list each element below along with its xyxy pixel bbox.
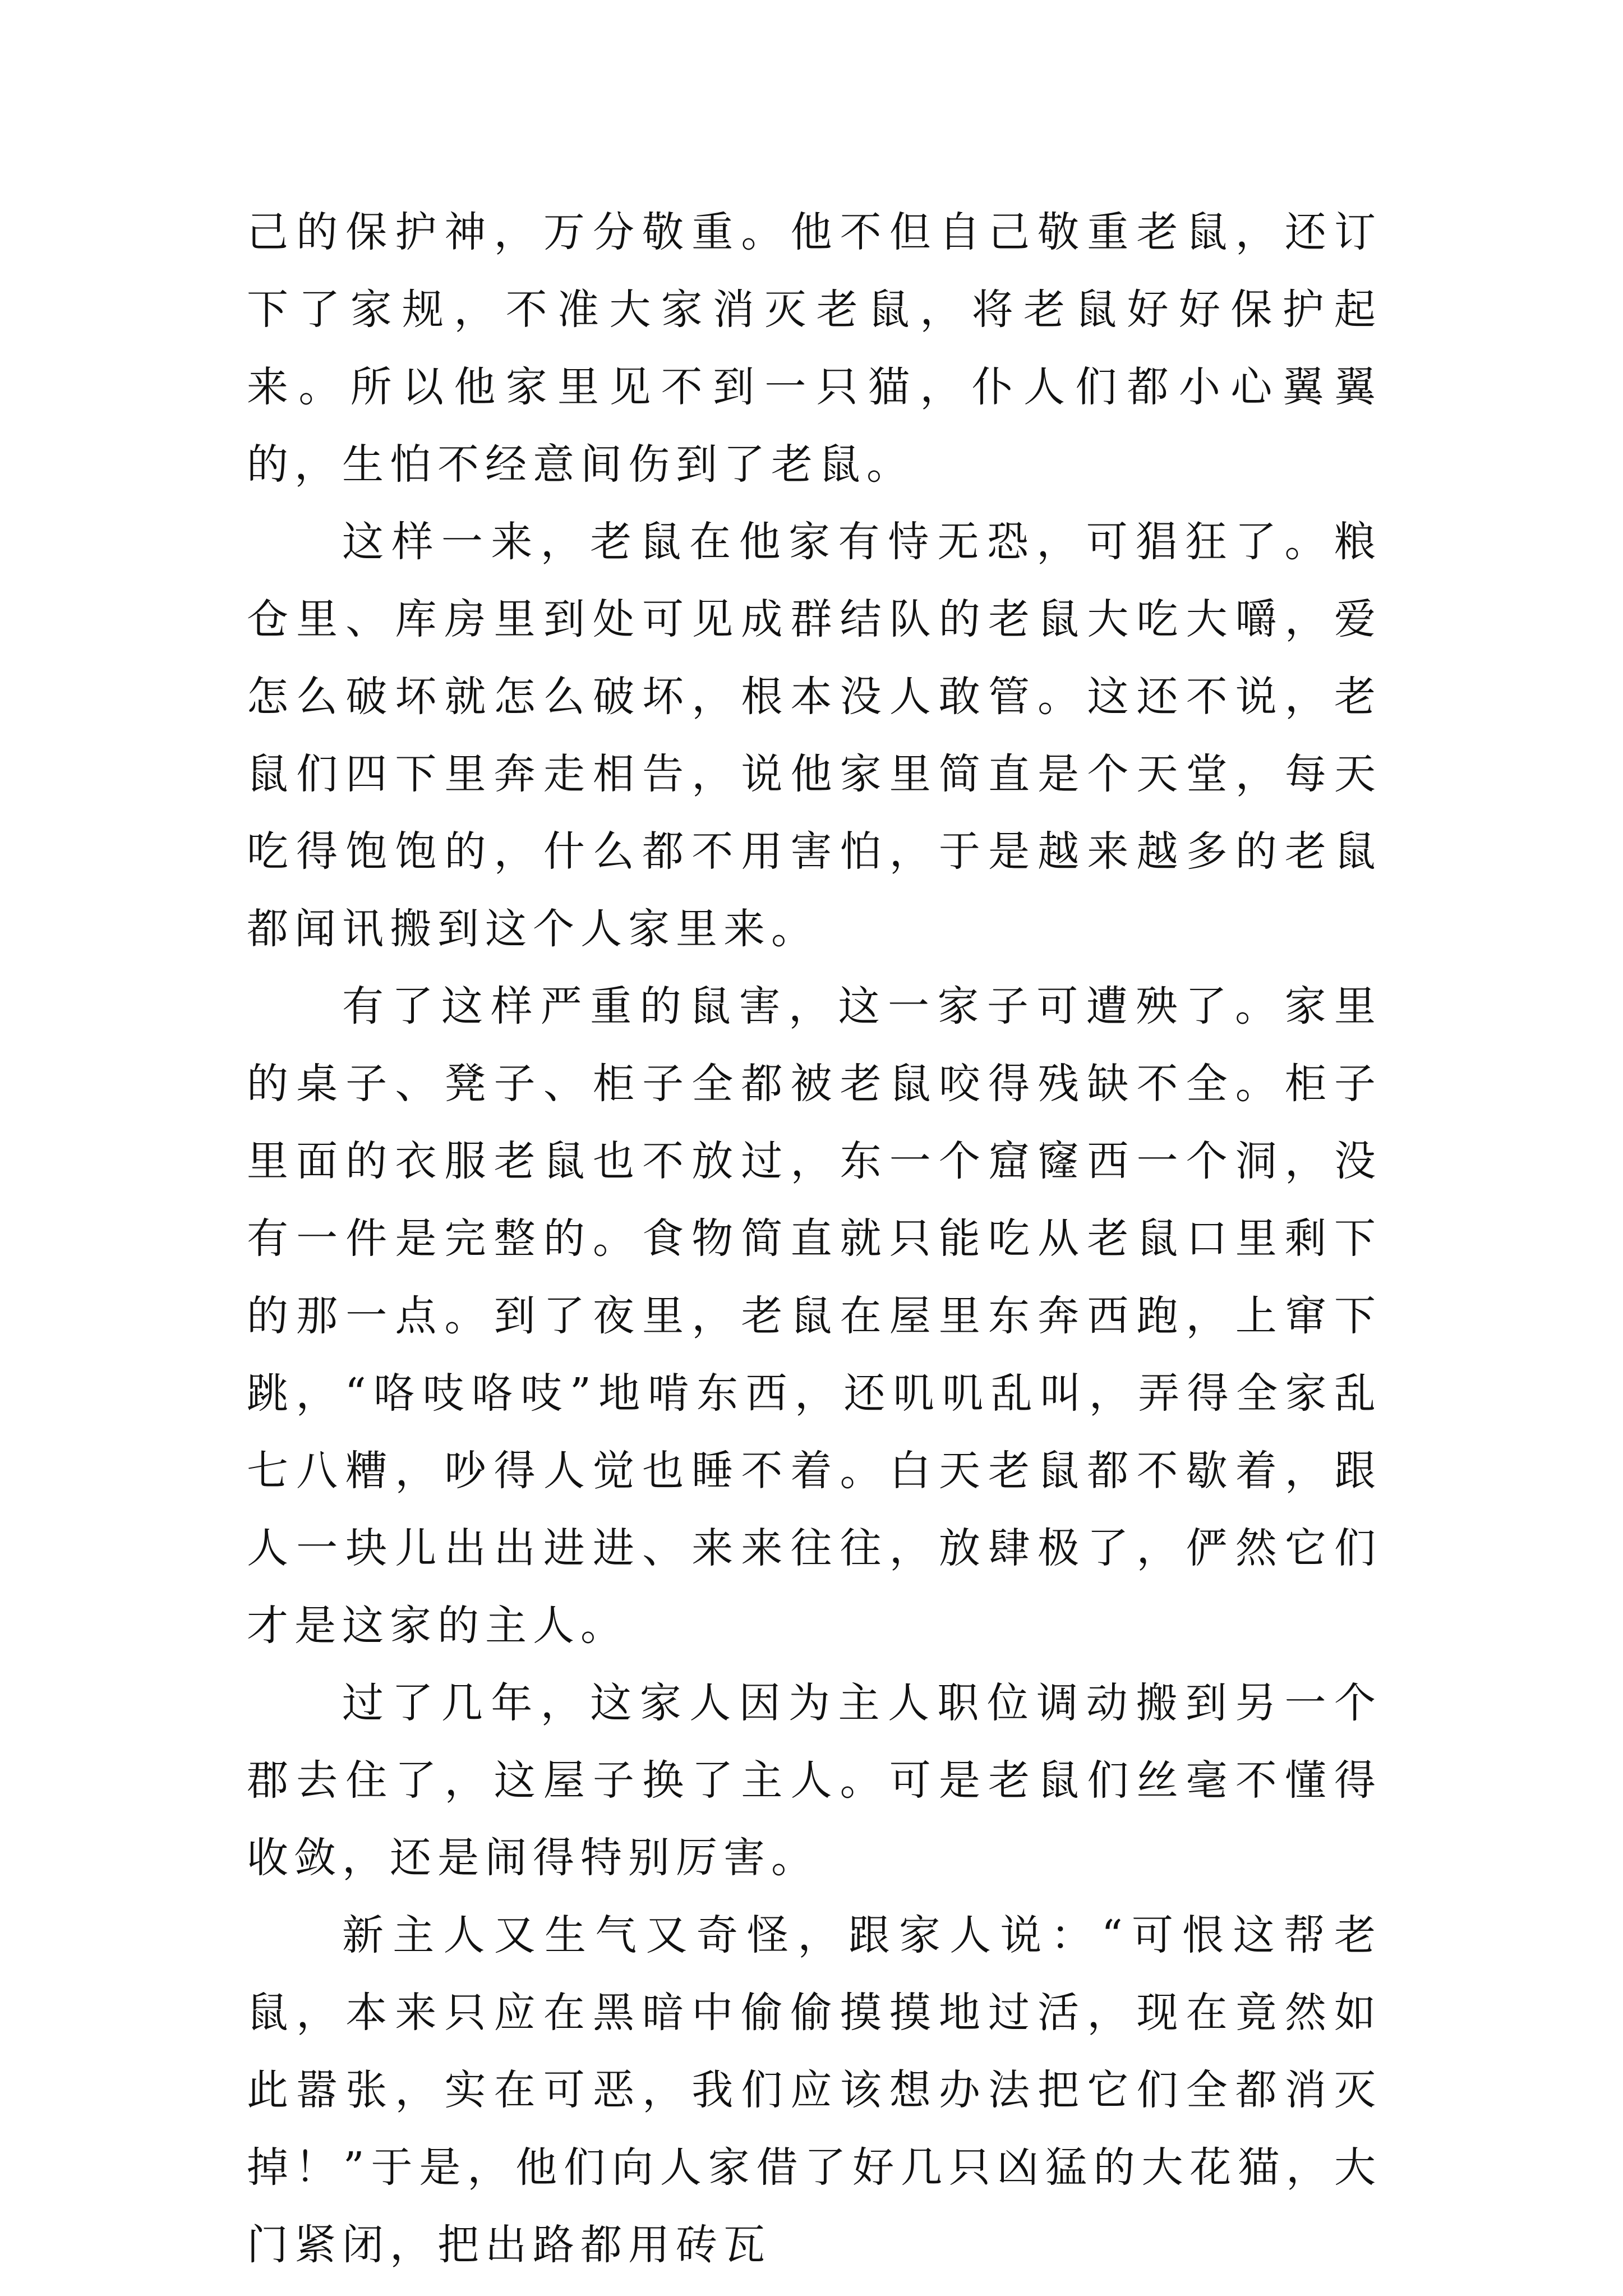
paragraph-1: 己的保护神，万分敬重。他不但自己敬重老鼠，还订下了家规，不准大家消灭老鼠，将老鼠好好保护起来。所以他家里见不到一只猫，仆人们都小心翼翼的，生怕不经意间伤到了老鼠。 bbox=[247, 208, 1382, 489]
paragraph-3: 有了这样严重的鼠害，这一家子可遭殃了。家里的桌子、凳子、柜子全都被老鼠咬得残缺不全。柜子里面的衣服老鼠也不放过，东一个窟窿西一个洞，没有一件是完整的。食物简直就只能吃从老鼠口里剩下的那一点。到了夜里，老鼠在屋里东奔西跑，上窜下跳，“咯吱咯吱”地啃东西，还叽叽乱叫，弄得全家乱七八糟，吵得人觉也睡不着。白天老鼠都不歇着，跟人一块儿出出进进、来来往往，放肆极了，俨然它们才是这家的主人。 bbox=[247, 982, 1382, 1650]
paragraph-5: 新主人又生气又奇怪，跟家人说：“可恨这帮老鼠，本来只应在黑暗中偷偷摸摸地过活，现在竟然如此嚣张，实在可恶，我们应该想办法把它们全都消灭掉！”于是，他们向人家借了好几只凶猛的大花猫，大门紧闭，把出路都用砖瓦 bbox=[247, 1911, 1382, 2269]
paragraph-2: 这样一来，老鼠在他家有恃无恐，可猖狂了。粮仓里、库房里到处可见成群结队的老鼠大吃大嚼，爱怎么破坏就怎么破坏，根本没人敢管。这还不说，老鼠们四下里奔走相告，说他家里简直是个天堂，每天吃得饱饱的，什么都不用害怕，于是越来越多的老鼠都闻讯搬到这个人家里来。 bbox=[247, 518, 1382, 953]
paragraph-4: 过了几年，这家人因为主人职位调动搬到另一个郡去住了，这屋子换了主人。可是老鼠们丝毫不懂得收敛，还是闹得特别厉害。 bbox=[247, 1679, 1382, 1882]
body-text bbox=[247, 194, 1382, 2284]
